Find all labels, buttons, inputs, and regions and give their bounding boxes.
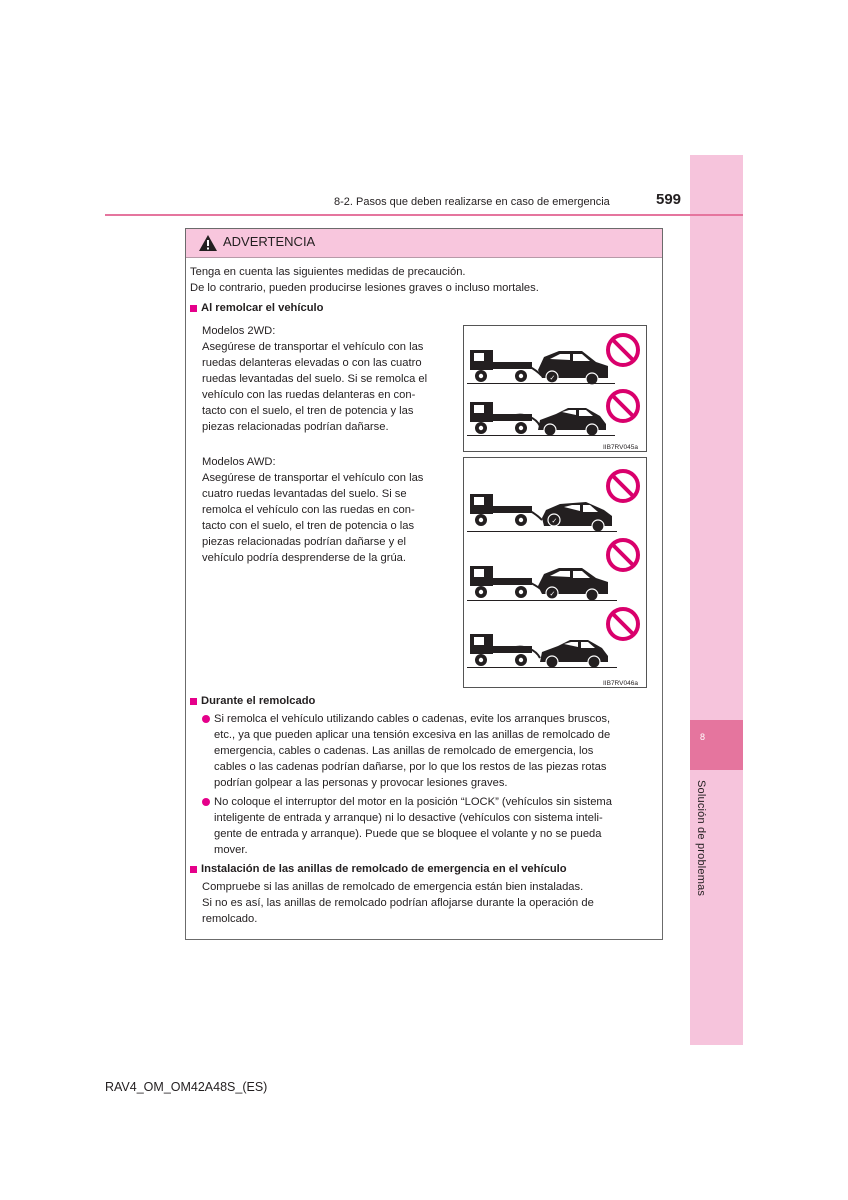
bullet1-line: etc., ya que pueden aplicar una tensión excesiva en las anillas de remolcado de bbox=[214, 729, 611, 741]
warning-header bbox=[186, 229, 662, 258]
section3-line: Compruebe si las anillas de remolcado de emergencia están bien instaladas. bbox=[202, 881, 584, 893]
svg-text:✓: ✓ bbox=[549, 374, 556, 382]
figure-code: IIB7RV045a bbox=[603, 444, 638, 451]
section-title: 8-2. Pasos que deben realizarse en caso de emergencia bbox=[334, 196, 610, 208]
bullet2-line: inteligente de entrada y arranque) ni lo desactive (vehículos con sistema inteli- bbox=[214, 812, 603, 824]
section3-heading: Instalación de las anillas de remolcado de emergencia en el vehículo bbox=[201, 863, 567, 875]
prohibition-icon bbox=[608, 609, 638, 639]
models-2wd-text bbox=[202, 339, 448, 435]
chapter-number: 8 bbox=[700, 732, 706, 742]
bullet1-line: Si remolca el vehículo utilizando cables o cadenas, evite los arranques bruscos, bbox=[214, 713, 611, 725]
list-bullet-dot bbox=[202, 715, 210, 723]
models-awd-line: tacto con el suelo, el tren de potencia o las bbox=[202, 520, 415, 532]
models-2wd-line: piezas relacionadas podrían dañarse. bbox=[202, 421, 389, 433]
bullet1-line: cables o las cadenas podrían dañarse, por lo que los restos de las piezas rotas bbox=[214, 761, 607, 773]
figure-code: IIB7RV046a bbox=[603, 680, 638, 687]
figure-2wd-towing bbox=[463, 325, 647, 452]
models-awd-line: cuatro ruedas levantadas del suelo. Si se bbox=[202, 488, 407, 500]
section-bullet-square bbox=[190, 305, 197, 312]
page-number: 599 bbox=[656, 191, 682, 208]
models-2wd-line: vehículo con las ruedas delanteras en con- bbox=[202, 389, 416, 401]
section3-line: Si no es así, las anillas de remolcado podrían aflojarse durante la operación de bbox=[202, 897, 594, 909]
models-awd-line: piezas relacionadas podrían dañarse y el bbox=[202, 536, 406, 548]
models-awd-line: Asegúrese de transportar el vehículo con las bbox=[202, 472, 424, 484]
header-rule bbox=[105, 214, 743, 216]
bullet2-text bbox=[214, 794, 657, 858]
figure-awd-towing bbox=[463, 457, 647, 688]
svg-text:✓: ✓ bbox=[551, 517, 558, 525]
tow-truck-icon bbox=[470, 402, 540, 434]
chapter-side-tab bbox=[690, 155, 743, 1045]
towing-illustration-awd bbox=[464, 458, 646, 687]
prohibition-icon bbox=[608, 540, 638, 570]
intro-line-1: Tenga en cuenta las siguientes medidas de precaución. bbox=[190, 266, 466, 278]
prohibition-icon bbox=[608, 471, 638, 501]
section3-text bbox=[202, 879, 653, 927]
warning-triangle-icon bbox=[198, 234, 218, 252]
towing-illustration-2wd bbox=[464, 326, 646, 451]
bullet2-line: No coloque el interruptor del motor en la posición “LOCK” (vehículos sin sistema bbox=[214, 796, 612, 808]
intro-line-2: De lo contrario, pueden producirse lesiones graves o incluso mortales. bbox=[190, 282, 539, 294]
bullet1-line: podrían golpear a las personas y provocar lesiones graves. bbox=[214, 777, 508, 789]
warning-title: ADVERTENCIA bbox=[223, 234, 316, 249]
section3-line: remolcado. bbox=[202, 913, 258, 925]
bullet2-line: gente de entrada y arranque). Puede que se bloquee el volante y no se pueda bbox=[214, 828, 602, 840]
section1-heading: Al remolcar el vehículo bbox=[201, 302, 324, 314]
prohibition-icon bbox=[608, 335, 638, 365]
tow-truck-icon bbox=[470, 634, 540, 666]
tow-truck-icon bbox=[470, 350, 542, 382]
models-2wd-line: Asegúrese de transportar el vehículo con las bbox=[202, 341, 424, 353]
prohibition-icon bbox=[608, 391, 638, 421]
models-2wd-line: ruedas levantadas del suelo. Si se remolca el bbox=[202, 373, 428, 385]
models-awd-text bbox=[202, 470, 448, 566]
bullet2-line: mover. bbox=[214, 844, 248, 856]
chapter-number-tab bbox=[690, 720, 743, 770]
document-code: RAV4_OM_OM42A48S_(ES) bbox=[105, 1080, 268, 1094]
models-awd-label: Modelos AWD: bbox=[202, 456, 276, 468]
chapter-label: Solución de problemas bbox=[695, 780, 707, 897]
bullet1-text bbox=[214, 711, 657, 791]
bullet1-line: emergencia, cables o cadenas. Las anillas de remolcado de emergencia, los bbox=[214, 745, 594, 757]
models-awd-line: vehículo podría desprenderse de la grúa. bbox=[202, 552, 406, 564]
list-bullet-dot bbox=[202, 798, 210, 806]
tow-truck-icon bbox=[470, 494, 542, 526]
tow-truck-icon bbox=[470, 566, 542, 598]
svg-text:✓: ✓ bbox=[549, 590, 556, 598]
section-bullet-square bbox=[190, 866, 197, 873]
models-2wd-line: ruedas delanteras elevadas o con las cuatro bbox=[202, 357, 422, 369]
section2-heading: Durante el remolcado bbox=[201, 695, 316, 707]
models-awd-line: remolca el vehículo con las ruedas en con- bbox=[202, 504, 415, 516]
models-2wd-line: tacto con el suelo, el tren de potencia y las bbox=[202, 405, 414, 417]
section-bullet-square bbox=[190, 698, 197, 705]
models-2wd-label: Modelos 2WD: bbox=[202, 325, 276, 337]
